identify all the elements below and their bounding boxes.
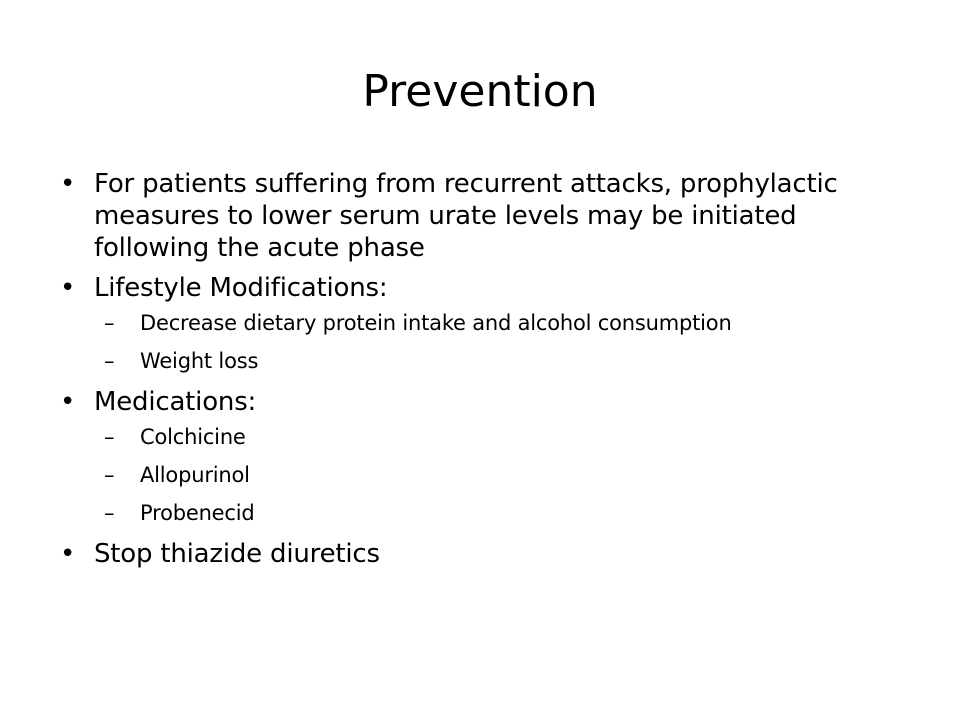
sub-bullet-item bbox=[98, 310, 910, 336]
bullet-text: For patients suffering from recurrent attacks, prophylactic measures to lower serum urate levels may be initiated following the acute phase bbox=[94, 169, 838, 263]
bullet-text: Lifestyle Modifications: bbox=[94, 273, 388, 303]
bullet-text: Stop thiazide diuretics bbox=[94, 539, 380, 569]
sub-bullet-item bbox=[98, 348, 910, 374]
bullet-dot: • bbox=[60, 169, 76, 199]
sub-bullet-text: Allopurinol bbox=[140, 463, 250, 487]
sub-bullet-dash: – bbox=[104, 501, 115, 525]
bullet-dot: • bbox=[60, 539, 76, 569]
bullet-text: Medications: bbox=[94, 387, 257, 417]
bullet-item-recurrent-attacks bbox=[60, 168, 910, 264]
sub-bullet-item bbox=[98, 462, 910, 488]
bullet-dot: • bbox=[60, 273, 76, 303]
lifestyle-sublist bbox=[94, 310, 910, 374]
bullet-list bbox=[60, 168, 910, 578]
sub-bullet-dash: – bbox=[104, 349, 115, 373]
sub-bullet-dash: – bbox=[104, 463, 115, 487]
sub-bullet-text: Weight loss bbox=[140, 349, 259, 373]
sub-bullet-text: Decrease dietary protein intake and alcohol consumption bbox=[140, 311, 732, 335]
bullet-item-lifestyle bbox=[60, 272, 910, 374]
sub-bullet-dash: – bbox=[104, 425, 115, 449]
sub-bullet-item bbox=[98, 424, 910, 450]
sub-bullet-dash: – bbox=[104, 311, 115, 335]
bullet-item-thiazide bbox=[60, 538, 910, 570]
sub-bullet-text: Probenecid bbox=[140, 501, 255, 525]
bullet-dot: • bbox=[60, 387, 76, 417]
sub-bullet-item bbox=[98, 500, 910, 526]
slide-title: Prevention bbox=[362, 66, 598, 117]
bullet-item-medications bbox=[60, 386, 910, 526]
medications-sublist bbox=[94, 424, 910, 526]
sub-bullet-text: Colchicine bbox=[140, 425, 246, 449]
